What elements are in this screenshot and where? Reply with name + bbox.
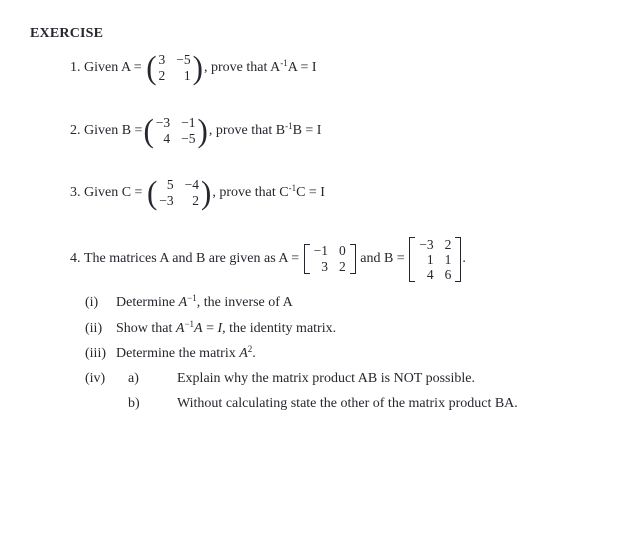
math-var: A xyxy=(239,346,248,361)
matrix-B4 xyxy=(409,236,461,283)
problem-statement: , prove that B xyxy=(208,123,286,138)
subitem-text: Without calculating state the other of the matrix product BA. xyxy=(177,396,518,411)
subitem-text: Determine the matrix xyxy=(116,346,240,361)
problem-3: 3. Given C = ( 5 −4 −3 2 ) , prove that C -1 C = I xyxy=(70,174,325,211)
left-paren: ( xyxy=(143,112,154,149)
problem-lead: Given B = xyxy=(84,123,143,138)
subitem-text: Determine xyxy=(116,295,179,310)
math-var: A xyxy=(194,321,203,336)
matrix-cell: −1 xyxy=(313,243,328,258)
subitem-text: , the identity matrix. xyxy=(222,321,337,336)
matrix-cell: −3 xyxy=(155,115,171,130)
problem-4 xyxy=(70,230,466,288)
matrix-A xyxy=(146,49,203,86)
right-paren: ) xyxy=(201,174,212,211)
problem-statement: , prove that C xyxy=(212,185,289,200)
subitem-sublabel: b) xyxy=(128,396,140,411)
matrix-cell: 3 xyxy=(158,52,166,67)
problem-mid: and B = xyxy=(356,251,409,266)
matrix-cell: 0 xyxy=(339,243,346,258)
matrix-cell: −5 xyxy=(176,52,191,67)
subitem-text: Show that xyxy=(116,321,176,336)
problem-number: 3. xyxy=(70,185,84,200)
matrix-cell: 2 xyxy=(192,193,200,208)
matrix-cell: 1 xyxy=(183,68,191,83)
subitem-label: (iii) xyxy=(85,346,106,361)
subitem-text: . xyxy=(252,346,256,361)
left-paren: ( xyxy=(146,49,157,86)
problem-1: 1. Given A = ( 3 −5 2 1 ) , prove that A -1 A = I xyxy=(70,49,317,86)
right-bracket xyxy=(455,237,461,282)
matrix-cell: 4 xyxy=(426,266,434,282)
matrix-cell: 2 xyxy=(339,259,346,274)
problem-statement-end: A = I xyxy=(287,60,317,75)
subitem-text: = xyxy=(202,321,218,336)
matrix-cell: 5 xyxy=(166,177,174,192)
problem-statement-end: B = I xyxy=(292,123,322,138)
matrix-cell: −1 xyxy=(181,115,196,130)
right-paren: ) xyxy=(197,112,208,149)
subitem-iv-b xyxy=(128,396,518,412)
problem-number: 2. xyxy=(70,123,84,138)
subitem-label: (i) xyxy=(85,295,99,310)
matrix-C xyxy=(146,174,212,211)
problem-lead: Given C = xyxy=(84,185,146,200)
problem-lead: Given A = xyxy=(84,60,146,75)
page-title: EXERCISE xyxy=(30,26,104,41)
problem-2: 2. Given B = ( −3 −1 4 −5 ) , prove that B -1 B = I xyxy=(70,112,322,149)
matrix-cell: 2 xyxy=(444,236,452,252)
left-bracket xyxy=(409,237,415,282)
problem-number: 1. xyxy=(70,60,84,75)
math-var: A xyxy=(175,321,185,336)
matrix-cell: −3 xyxy=(159,193,174,208)
problem-statement-end: C = I xyxy=(296,185,325,200)
subitem-label: (ii) xyxy=(85,321,103,336)
subitem-sublabel: a) xyxy=(128,371,139,386)
matrix-cell: 3 xyxy=(321,259,328,274)
subitem-label: (iv) xyxy=(85,371,106,386)
problem-number: 4. xyxy=(70,251,84,266)
subitem-iii: (iii) Determine the matrix A 2 . xyxy=(85,344,256,361)
problem-lead: The matrices A and B are given as A = xyxy=(84,251,303,266)
subitem-ii: (ii) Show that A −1 A = I , the identity matrix. xyxy=(85,319,337,336)
matrix-cell: 4 xyxy=(163,131,171,146)
matrix-cell: 1 xyxy=(444,251,452,267)
left-bracket xyxy=(304,244,310,274)
matrix-A4 xyxy=(304,243,356,275)
right-paren: ) xyxy=(192,49,203,86)
math-var: I xyxy=(217,321,223,336)
subitem-iv-a xyxy=(85,371,475,387)
problem-period: . xyxy=(462,251,466,266)
matrix-cell: −5 xyxy=(181,131,196,146)
matrix-cell: 2 xyxy=(158,68,166,83)
right-bracket xyxy=(350,244,356,274)
subitem-i: (i) Determine A −1 , the inverse of A xyxy=(85,293,293,310)
matrix-cell: −4 xyxy=(184,177,200,192)
left-paren: ( xyxy=(146,174,158,211)
matrix-cell: 1 xyxy=(426,251,434,267)
problem-statement: , prove that A xyxy=(203,60,281,75)
matrix-B xyxy=(143,112,208,149)
subitem-text: , the inverse of A xyxy=(196,295,293,310)
matrix-cell: 6 xyxy=(444,266,452,282)
subitem-text: Explain why the matrix product AB is NOT possible. xyxy=(177,371,475,386)
math-var: A xyxy=(178,295,188,310)
matrix-cell: −3 xyxy=(419,236,434,252)
